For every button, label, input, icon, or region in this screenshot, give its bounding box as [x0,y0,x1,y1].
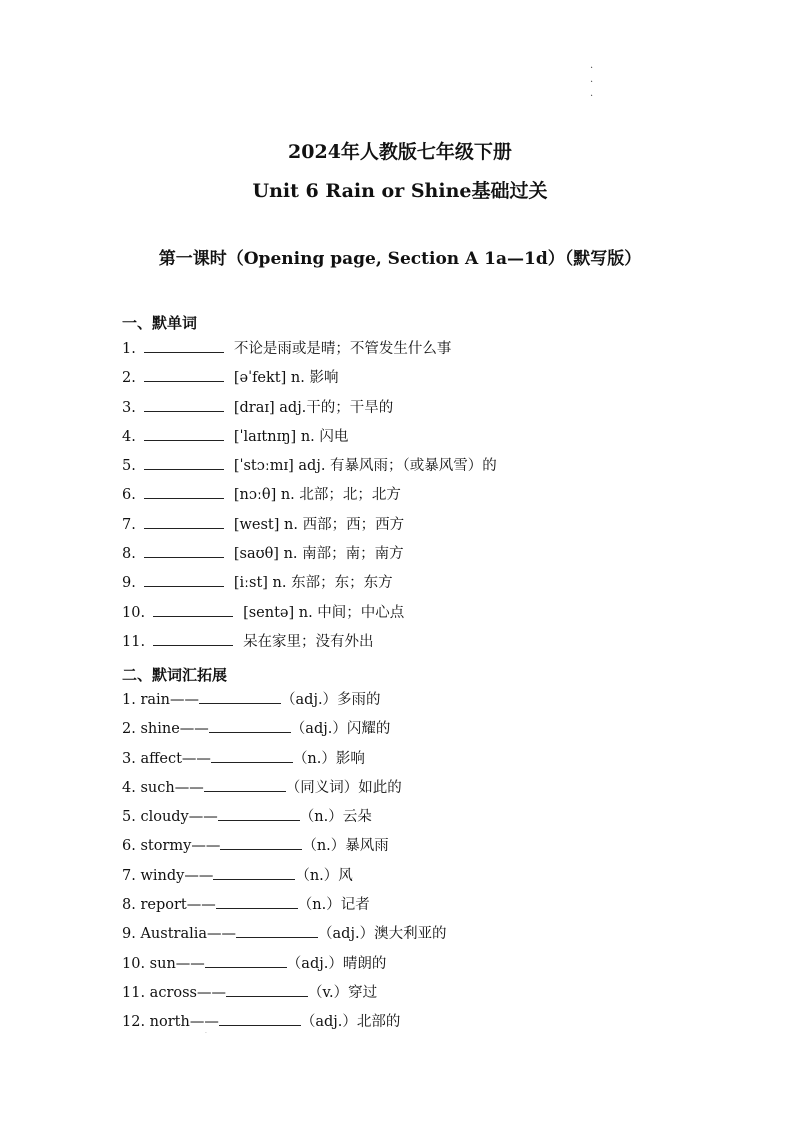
list-item [122,803,682,832]
list-item [122,979,682,1008]
base-word: stormy—— [140,838,221,855]
base-word: north—— [149,1014,219,1031]
item-clue: 呆在家里；没有外出 [243,633,374,650]
item-clue: [iːst] n. 东部；东；东方 [233,575,393,592]
answer-blank[interactable] [144,572,224,587]
item-number: 8. [122,546,136,563]
base-word: affect—— [140,750,211,767]
list-item [122,832,682,861]
base-word: shine—— [140,721,209,738]
item-clue: （v.）穿过 [307,984,378,1001]
word-list [122,335,682,657]
list-item [122,920,682,949]
item-number: 2. [122,370,136,387]
item-clue: [ˈlaɪtnɪŋ] n. 闪电 [233,428,349,445]
item-number: 10. [122,955,146,972]
item-clue: （adj.）澳大利亚的 [318,926,447,943]
base-word: windy—— [140,867,214,884]
item-number: 12. [122,1014,146,1031]
item-number: 8. [122,897,136,914]
list-item [122,891,682,920]
list-item [122,628,682,657]
item-clue: [nɔːθ] n. 北部；北；北方 [233,487,401,504]
item-clue: [əˈfekt] n. 影响 [233,370,339,387]
list-item [122,394,682,423]
item-number: 10. [122,604,146,621]
answer-blank[interactable] [144,338,224,353]
answer-blank[interactable] [153,602,233,617]
answer-blank[interactable] [144,367,224,382]
item-clue: （n.）影响 [292,750,365,767]
list-item [122,511,682,540]
item-clue: （n.）风 [295,867,353,884]
item-number: 11. [122,633,146,650]
section-heading-words: 一、默单词 [122,314,198,332]
list-item [122,335,682,364]
answer-blank[interactable] [144,397,224,412]
item-clue: （n.）记者 [297,897,370,914]
item-number: 3. [122,399,136,416]
page-title: 2024年人教版七年级下册 [288,141,512,163]
list-item [122,715,682,744]
list-item [122,540,682,569]
answer-blank[interactable] [144,455,224,470]
item-number: 5. [122,458,136,475]
answer-blank[interactable] [144,543,224,558]
base-word: cloudy—— [140,809,218,826]
section-heading-expansion: 二、默词汇拓展 [122,666,228,684]
answer-blank[interactable] [209,718,291,733]
answer-blank[interactable] [226,982,308,997]
list-item [122,774,682,803]
item-clue: （adj.）闪耀的 [290,721,391,738]
item-clue: （adj.）晴朗的 [286,955,387,972]
list-item [122,950,682,979]
list-item [122,745,682,774]
item-number: 7. [122,867,136,884]
item-clue: [west] n. 西部；西；西方 [233,516,405,533]
answer-blank[interactable] [144,484,224,499]
answer-blank[interactable] [220,835,302,850]
item-number: 6. [122,838,136,855]
answer-blank[interactable] [236,923,318,938]
lesson-title: 第一课时（Opening page, Section A 1a—1d）（默写版） [158,249,642,269]
item-number: 7. [122,516,136,533]
base-word: rain—— [140,692,200,708]
item-clue: 不论是雨或是晴；不管发生什么事 [233,341,452,357]
answer-blank[interactable] [219,1011,301,1026]
unit-title: Unit 6 Rain or Shine基础过关 [252,180,548,202]
list-item [122,862,682,891]
answer-blank[interactable] [218,806,300,821]
list-item [122,569,682,598]
answer-blank[interactable] [211,748,293,763]
list-item [122,423,682,452]
item-number: 1. [122,341,136,357]
answer-blank[interactable] [153,631,233,646]
item-number: 2. [122,721,136,738]
item-clue: （adj.）北部的 [300,1014,401,1031]
footer-mark: · [205,1030,207,1037]
base-word: such—— [140,779,204,796]
expansion-list [122,686,682,1038]
list-item [122,686,682,715]
item-clue: （同义词）如此的 [285,779,402,796]
answer-blank[interactable] [144,514,224,529]
answer-blank[interactable] [144,426,224,441]
answer-blank[interactable] [216,894,298,909]
item-number: 11. [122,984,146,1001]
item-number: 9. [122,926,136,943]
base-word: sun—— [149,955,205,972]
item-number: 5. [122,809,136,826]
item-clue: （adj.）多雨的 [281,692,381,708]
item-number: 9. [122,575,136,592]
item-clue: （n.）暴风雨 [302,838,389,855]
answer-blank[interactable] [204,777,286,792]
item-number: 1. [122,692,136,708]
item-clue: （n.）云朵 [299,809,372,826]
item-number: 4. [122,428,136,445]
item-number: 3. [122,750,136,767]
base-word: across—— [149,984,226,1001]
list-item [122,364,682,393]
item-number: 6. [122,487,136,504]
base-word: Australia—— [140,926,237,943]
answer-blank[interactable] [213,865,295,880]
list-item [122,599,682,628]
item-number: 4. [122,779,136,796]
item-clue: [ˈstɔːmɪ] adj. 有暴风雨；（或暴风雪）的 [233,458,497,475]
answer-blank[interactable] [205,953,287,968]
item-clue: [sentə] n. 中间；中心点 [243,604,405,621]
list-item [122,452,682,481]
item-clue: [saʊθ] n. 南部；南；南方 [233,546,404,563]
item-clue: [draɪ] adj.干的；干旱的 [233,399,394,416]
decorative-dots: · · · [590,63,594,102]
answer-blank[interactable] [199,689,281,704]
base-word: report—— [140,897,216,914]
list-item [122,481,682,510]
